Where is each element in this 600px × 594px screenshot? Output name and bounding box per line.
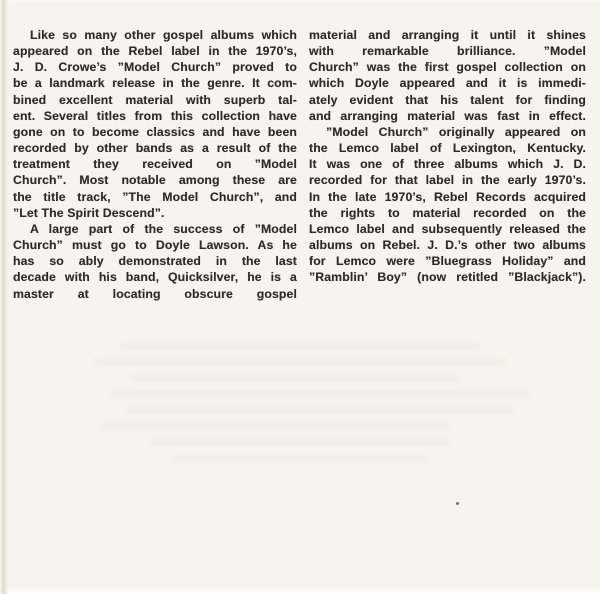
text-line: decade with his band, Quicksilver, he is a [13,270,297,285]
text-line: master at locating obscure gospel [13,286,297,301]
text-line: In the late 1970’s, Rebel Records acquired [309,189,586,204]
text-line: Church”. Most notable among these are [13,173,297,188]
text-line: albums on Rebel. J. D.’s other two albums [309,238,586,253]
text-line: recorded for that label in the early 1970’s. [309,173,586,188]
text-column-left [13,27,297,302]
scan-edge-top [0,0,600,5]
scan-edge-left [0,0,9,594]
text-line: Church” was the first gospel collection on [309,60,586,75]
scan-edge-bottom [0,587,600,594]
text-line: Church” must go to Doyle Lawson. As he [13,238,297,253]
text-line: the title track, ”The Model Church”, and [13,189,297,204]
text-line: ately evident that his talent for finding [309,92,586,107]
text-line: ”Model Church” originally appeared on [326,124,586,139]
bleed-through-ghost [150,438,450,446]
bleed-through-ghost [95,358,505,366]
bleed-through-ghost [120,342,480,350]
text-line: the rights to material recorded on the [309,205,586,220]
text-line: treatment they received on ”Model [13,157,297,172]
text-line: A large part of the success of ”Model [30,221,297,236]
text-line: ”Ramblin’ Boy” (now retitled ”Blackjack”). [309,270,586,285]
bleed-through-ghost [100,422,450,430]
text-line: material and arranging it until it shines [309,28,586,42]
bleed-through-ghost [125,406,515,414]
ink-speck [456,502,459,505]
text-column-right [309,27,586,286]
text-line: recorded by other bands as a result of the [13,141,297,156]
text-line: and arranging material was fast in effect. [309,108,586,123]
bleed-through-ghost [130,374,460,382]
text-line: for Lemco were ”Bluegrass Holiday” and [309,254,586,269]
text-line: with remarkable brilliance. ”Model [309,44,586,59]
bleed-through-ghost [170,454,430,462]
bleed-through-ghost [110,390,530,398]
text-line: appeared on the Rebel label in the 1970’s, [13,44,297,59]
text-line: the Lemco label of Lexington, Kentucky. [309,141,586,156]
text-line: which Doyle appeared and it is immedi- [309,76,586,91]
text-line: has so ably demonstrated in the last [13,254,297,269]
text-line: J. D. Crowe’s ”Model Church” proved to [13,60,297,75]
text-line: Lemco label and subsequently released the [309,221,586,236]
text-line: bined excellent material with superb tal- [13,92,297,107]
text-line: ent. Several titles from this collection have [13,108,297,123]
text-line: be a landmark release in the genre. It com- [13,76,297,91]
text-line: ”Let The Spirit Descend”. [13,205,165,220]
text-line: It was one of three albums which J. D. [309,157,586,172]
text-line: Like so many other gospel albums which [30,28,297,42]
text-line: gone on to become classics and have been [13,124,297,139]
